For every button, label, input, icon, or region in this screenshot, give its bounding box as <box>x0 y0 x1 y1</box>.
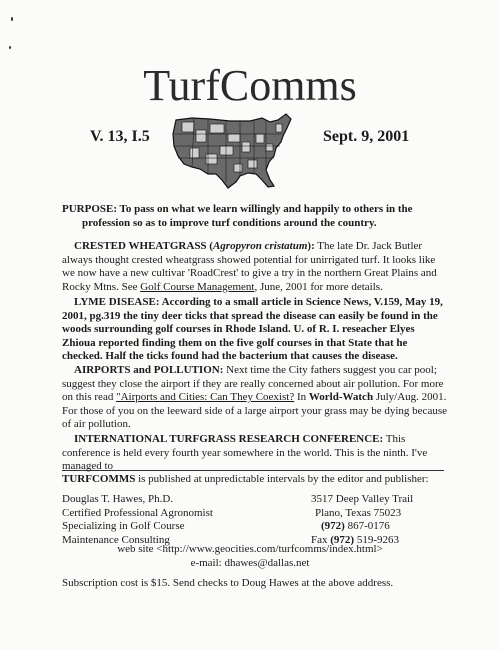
publisher-consulting: Maintenance Consulting <box>62 533 170 546</box>
publisher-specialty: Specializing in Golf Course <box>62 520 185 532</box>
issue-volume: V. 13, I.5 <box>90 128 150 145</box>
subscription-text: Subscription cost is $15. Send checks to Doug Hawes at the above address. <box>62 577 394 589</box>
publisher-editor: Douglas T. Hawes, Ph.D. <box>62 493 174 505</box>
conference-section <box>62 433 447 474</box>
wheatgrass-publication: Golf Course Management <box>140 280 255 293</box>
publisher-website[interactable]: web site <http://www.geocities.com/turfcomms/index.html> <box>117 543 383 555</box>
publisher-address <box>311 493 413 547</box>
airports-heading: AIRPORTS and POLLUTION: <box>74 364 224 376</box>
airports-section <box>62 364 447 432</box>
publisher-street: 3517 Deep Valley Trail <box>311 493 414 505</box>
airports-text-mid: In <box>294 391 309 403</box>
conference-heading: INTERNATIONAL TURFGRASS RESEARCH CONFERENCE: <box>74 433 384 445</box>
scan-speck <box>9 46 11 49</box>
publisher-phone <box>311 520 413 534</box>
purpose-section <box>62 203 447 230</box>
publisher-fax-number: 519-9263 <box>354 533 399 546</box>
publisher-intro <box>62 473 447 487</box>
wheatgrass-heading-end: ): <box>307 240 315 252</box>
wheatgrass-species: Agropyron cristatum <box>212 240 308 252</box>
lyme-section <box>62 296 447 364</box>
wheatgrass-heading: CRESTED WHEATGRASS ( <box>74 240 213 252</box>
airports-paragraph <box>62 364 447 432</box>
wheatgrass-paragraph <box>62 240 447 294</box>
wheatgrass-text-end: , June, 2001 for more details. <box>254 280 383 293</box>
scan-speck <box>11 17 13 21</box>
masthead-title: TurfComms <box>143 61 357 110</box>
airports-magazine: World-Watch <box>308 391 374 403</box>
publisher-email[interactable]: e-mail: dhawes@dallas.net <box>190 556 310 569</box>
conference-paragraph <box>62 433 447 474</box>
publisher-intro-text: is published at unpredictable intervals by the editor and publisher: <box>135 473 429 485</box>
issue-date: Sept. 9, 2001 <box>323 128 410 145</box>
wheatgrass-section <box>62 240 447 294</box>
us-states-map-icon <box>170 110 295 190</box>
purpose-text: To pass on what we learn willingly and happily to others in the profession so as to improve turf conditions around the country. <box>82 203 413 229</box>
publisher-city: Plano, Texas 75023 <box>315 506 402 519</box>
publisher-contact <box>0 543 500 570</box>
publisher-cert: Certified Professional Agronomist <box>62 506 213 519</box>
purpose-lead: PURPOSE: <box>62 203 117 215</box>
purpose-paragraph <box>62 203 447 230</box>
conference-text: This conference is held every fourth year somewhere in the world. This is the ninth. I've managed to <box>62 433 428 472</box>
publisher-phone-area: (972) <box>321 520 345 532</box>
publisher-credentials <box>62 493 213 547</box>
publisher-name: TURFCOMMS <box>62 473 136 485</box>
airports-text: Next time the City fathers suggest you car pool; suggest they close the airport if they are really concerned about air pollution. For more on this read <box>62 364 444 403</box>
wheatgrass-text: The late Dr. Jack Butler always thought crested wheatgrass showed potential for unirrigated turf. It looks like we now have a new cultivar 'RoadCrest' to give a try in the northern Great Plains and Rocky Mtns. See <box>62 240 437 293</box>
lyme-paragraph: LYME DISEASE: According to a small article in Science News, V.159, May 19, 2001, pg.319 the tiny deer ticks that spread the disease can easily be found in the woods surrounding golf courses in Rhode Island. U. of R. I. reseacher Elyes Zhioua reported finding them on the five golf courses in that State that he checked. Half the ticks found had the bacterium that causes the disease. <box>62 296 443 362</box>
section-divider <box>62 470 444 471</box>
publisher-intro-paragraph <box>62 473 447 487</box>
publisher-fax-label: Fax <box>311 533 331 546</box>
publisher-fax-area: (972) <box>330 533 355 546</box>
airports-article-link[interactable]: "Airports and Cities: Can They Coexist? <box>116 391 295 403</box>
subscription-section <box>62 577 447 591</box>
publisher-phone-number: 867-0176 <box>344 520 390 532</box>
airports-text-end: July/Aug. 2001. For those of you on the leeward side of a large airport your grass may be dying because of air pollution. <box>62 391 447 430</box>
